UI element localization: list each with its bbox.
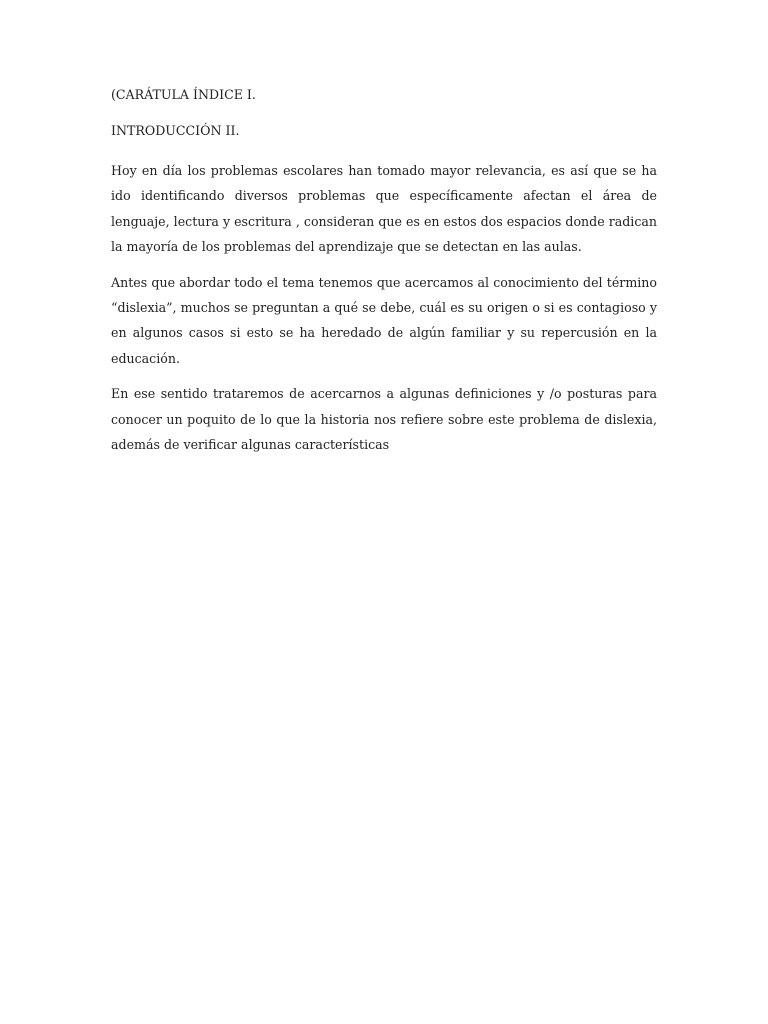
heading-introduccion: INTRODUCCIÓN II. [111,123,240,138]
paragraph-2: Antes que abordar todo el tema tenemos que acercamos al conocimiento del término “dislexia”, muchos se preguntan a qué se debe, cuál es su origen o si es contagioso y en algunos casos si esto se ha heredado de algún familiar y su repercusión en la educación. [111,274,657,366]
paragraph-1: Hoy en día los problemas escolares han tomado mayor relevancia, es así que se ha ido identificando diversos problemas que específicamente afectan el área de lenguaje, lectura y escritura , consideran que es en estos dos espacios donde radican la mayoría de los problemas del aprendizaje que se detectan en las aulas. [111,163,657,255]
paragraph-3: En ese sentido trataremos de acercarnos a algunas definiciones y /o posturas para conocer un poquito de lo que la historia nos refiere sobre este problema de dislexia, además de verificar algunas características [111,386,657,453]
document-body [111,84,657,467]
heading-caratula-indice: (CARÁTULA ÍNDICE I. [111,87,256,102]
